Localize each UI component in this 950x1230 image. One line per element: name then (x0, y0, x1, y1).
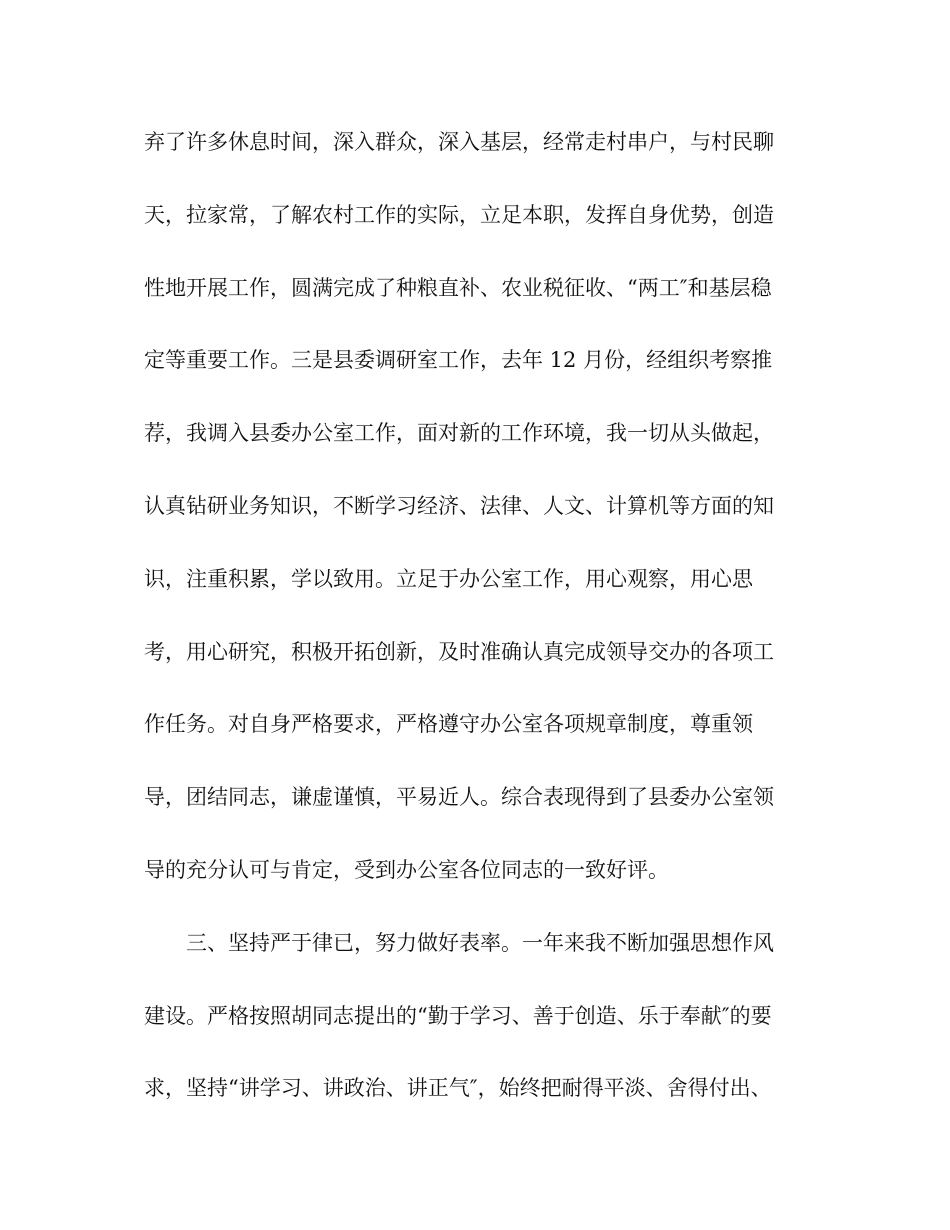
text-line: 天，拉家常，了解农村工作的实际，立足本职，发挥自身优势，创造 (144, 202, 774, 227)
section-heading-line: 三、坚持严于律已，努力做好表率。一年来我不断加强思想作风 (186, 930, 774, 955)
text-line: 弃了许多休息时间，深入群众，深入基层，经常走村串户，与村民聊 (144, 130, 774, 154)
text-line: 认真钻研业务知识，不断学习经济、法律、人文、计算机等方面的知 (144, 493, 774, 518)
text-line: 导的充分认可与肯定，受到办公室各位同志的一致好评。 (144, 857, 669, 882)
text-line: 作任务。对自身严格要求，严格遵守办公室各项规章制度，尊重领 (144, 712, 753, 737)
text-line: 性地开展工作，圆满完成了种粮直补、农业税征收、“两工″和基层稳 (144, 275, 772, 300)
text-line: 建设。严格按照胡同志提出的“勤于学习、善于创造、乐于奉献″的要 (144, 1003, 772, 1028)
body-text (144, 118, 824, 1137)
text-line: 定等重要工作。三是县委调研室工作，去年 12 月份，经组织考察推 (144, 348, 773, 373)
text-line: 荐，我调入县委办公室工作，面对新的工作环境，我一切从头做起， (144, 421, 774, 446)
text-line: 导，团结同志，谦虚谨慎，平易近人。综合表现得到了县委办公室领 (144, 785, 774, 810)
text-line: 求，坚持“讲学习、讲政治、讲正气″，始终把耐得平淡、舍得付出、 (144, 1076, 772, 1101)
text-line: 识，注重积累，学以致用。立足于办公室工作，用心观察，用心思 (144, 566, 753, 591)
text-line: 考，用心研究，积极开拓创新，及时准确认真完成领导交办的各项工 (144, 639, 774, 664)
